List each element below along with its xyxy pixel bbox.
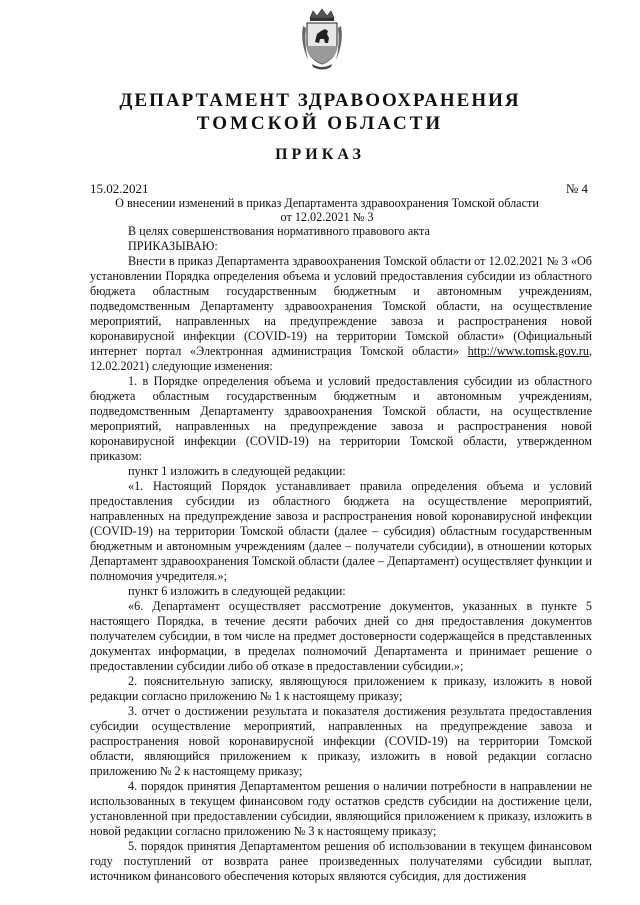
item-4: 4. порядок принятия Департаментом решения о наличии потребности в направлении не использованных в текущем финансовом году остатков средств субсидии на достижение цели, установленной при предоставлении субсидии, являющийся приложением к приказу, изложить в новой редакции согласно приложению № 3 к настоящему приказу;: [90, 779, 592, 838]
document-type-title: ПРИКАЗ: [275, 146, 365, 163]
item-3: 3. отчет о достижении результата и показателя достижения результата предоставления субсидии осуществление мероприятий, направленных на предупреждение завоза и распространения новой коронавирусной инфекции (COVID-19) на территории Томской области, являющийся приложением к приказу, изложить в новой редакции согласно приложению № 2 к настоящему приказу;: [90, 704, 592, 778]
paragraph-main-text: Внести в приказ Департамента здравоохранения Томской области от 12.02.2021 № 3 «Об установлении Порядка определения объема и условий предоставления субсидии из областного бюджета областным государственным бюджетным и автономным учреждениям, подведомственным Департаменту здравоохранения Томской области, на осуществление мероприятий, направленных на предупреждение завоза и распространения новой коронавирусной инфекции (COVID-19) на территории Томской области» (Официальный интернет портал «Электронная администрация Томской области»: [90, 254, 592, 358]
item-1: 1. в Порядке определения объема и условий предоставления субсидии из областного бюджета областным государственным бюджетным и автономным учреждениям, подведомственным Департаменту здравоохранения Томской области, на осуществление мероприятий, направленных на предупреждение завоза и распространения новой коронавирусной инфекции (COVID-19) на территории Томской области, утвержденном приказом:: [90, 374, 592, 463]
document-body: [90, 224, 592, 884]
item-1-quote-b: «6. Департамент осуществляет рассмотрение документов, указанных в пункте 5 настоящего Порядка, в течение десяти рабочих дней со дня предоставления документов получателем субсидии, в том числе на предмет достоверности содержащейся в представленных документах информации, в пределах полномочий Департамента и принимает решение о предоставлении субсидии либо об отказе в предоставлении субсидии.»;: [90, 599, 592, 673]
paragraph-main-tail: , 12.02.2021) следующие изменения:: [90, 344, 592, 373]
paragraph-main: [90, 254, 592, 374]
item-1-sub-b: пункт 6 изложить в следующей редакции:: [128, 584, 346, 598]
portal-link[interactable]: http://www.tomsk.gov.ru: [467, 344, 589, 358]
item-2: 2. пояснительную записку, являющуюся приложением к приказу, изложить в новой редакции согласно приложению № 1 к настоящему приказу;: [90, 674, 592, 703]
department-name-line1: ДЕПАРТАМЕНТ ЗДРАВООХРАНЕНИЯ: [119, 90, 521, 111]
item-5: 5. порядок принятия Департаментом решения об использовании в текущем финансовом году поступлений от возврата ранее произведенных получателями субсидии выплат, источником финансового обеспечения которых являются субсидия, для достижения: [90, 839, 592, 883]
document-subject: О внесении изменений в приказ Департамента здравоохранения Томской области от 12.02.2021 № 3: [115, 196, 539, 224]
document-date: 15.02.2021: [90, 181, 149, 196]
department-name-line2: ТОМСКОЙ ОБЛАСТИ: [196, 113, 444, 134]
preamble: В целях совершенствования нормативного правового акта: [128, 224, 430, 238]
item-1-quote-a: «1. Настоящий Порядок устанавливает правила определения объема и условий предоставления субсидии из областного бюджета на осуществление мероприятий, направленных на предупреждение завоза и распространения новой коронавирусной инфекции (COVID-19) на территории Томской области (далее – субсидия) областным государственным бюджетным и автономным учреждениям (далее – получатели субсидии), в отношении которых Департамент здравоохранения Томской области (далее – Департамент) осуществляет функции и полномочия учредителя.»;: [90, 479, 592, 583]
item-1-sub-a: пункт 1 изложить в следующей редакции:: [128, 464, 346, 478]
order-keyword: ПРИКАЗЫВАЮ:: [128, 239, 218, 253]
coat-of-arms-icon: [298, 8, 346, 70]
document-number: № 4: [565, 181, 588, 196]
